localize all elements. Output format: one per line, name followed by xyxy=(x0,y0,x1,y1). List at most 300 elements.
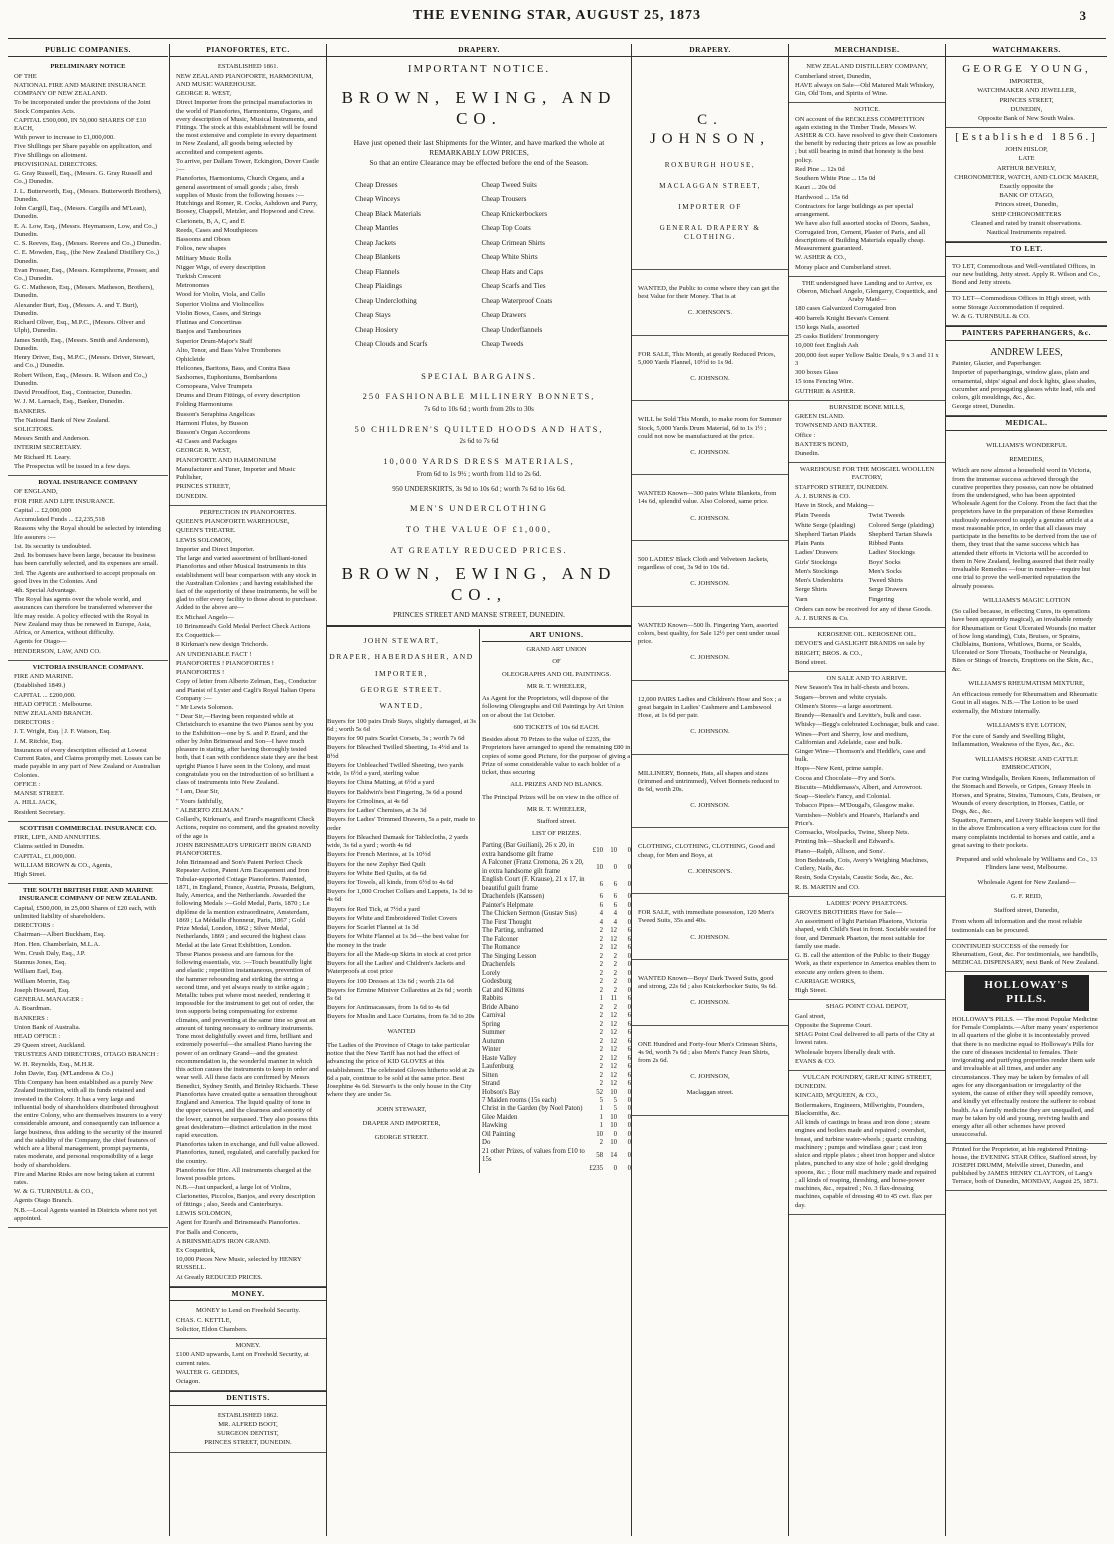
text-line: Besides about 70 Prizes to the value of £235, the Proprietors have arranged to spend the remaining £80 in copies of some good Picture, for the purpose of giving a Prize of some considerable value to each holder of a ticket, thus securing xyxy=(482,736,631,777)
bargain-line: 7s 6d to 10s 6d ; worth from 20s to 30s xyxy=(424,405,534,413)
ad-line: With power to increase to £1,000,000. xyxy=(14,134,115,142)
lower-drapery xyxy=(327,629,631,1173)
masthead xyxy=(0,0,1114,40)
ad-line: Wm. Crush Daly, Esq., J.P. xyxy=(14,949,86,957)
text-line: A. J. BURNS & Co. xyxy=(795,614,849,622)
ad-line: Alexander Burt, Esq., (Messrs. A. and T. Burt), Dunedin. xyxy=(14,301,139,317)
page-number: 3 xyxy=(1079,8,1086,23)
prize-cell: 0 xyxy=(627,910,631,918)
advertisement xyxy=(789,60,945,103)
ad-line: C. JOHNSON. xyxy=(690,728,730,736)
text-line: WANTED xyxy=(387,1027,416,1035)
text-line: Buyers for Ermine Miniver Collarettes at 2s 6d ; worth 5s 6d xyxy=(327,986,472,1003)
text-line: Men's Undershirts xyxy=(795,577,844,585)
ad-line: BANKERS. xyxy=(14,407,47,415)
ad-line: CAPITAL £500,000, IN 50,000 SHARES OF £10 EACH, xyxy=(14,116,147,133)
ad-line: MANSE STREET. xyxy=(14,790,65,798)
prize-cell: Christ in the Garden (by Noel Paton) xyxy=(482,1105,583,1113)
text-line: Harmoni Flutes, by Busson xyxy=(176,419,249,427)
text-line: C. JOHNSON, xyxy=(649,112,771,148)
ad-line: All kinds of castings in brass and iron done ; steam engines and boilers made and repaired ; overshot, breast, and turbine water-wheels ; quartz crushing machinery ; pumps and windlass gear ; cast iron sluice and ripple plates ; sheet iron hopper and sluice plates, punched to any size of hole ; gold dredging spoons, &c. ; flour mill machinery made and repaired ; all kinds of reaping, threshing, and horse-power machines, &c., repaired ; No. 3 flax-dressing machines, capable of dressing 40 to 45 cwt. flax per day. xyxy=(795,1119,937,1209)
ad-line: Opposite Bank of New South Wales. xyxy=(978,115,1075,123)
prize-cell: 2 xyxy=(599,927,603,935)
george-west-ad xyxy=(170,60,326,505)
text-line: WALTER G. GEDDES, xyxy=(176,1368,240,1376)
ad-line: DEVOE'S and GASLIGHT BRANDS on sale by xyxy=(795,640,925,648)
ad-line: Maclaggan street. xyxy=(686,1089,734,1097)
prize-cell: 2 xyxy=(613,978,617,986)
advertisement xyxy=(632,336,788,402)
ad-line: THE SOUTH BRITISH FIRE AND MARINE INSURANCE COMPANY OF NEW ZEALAND. xyxy=(19,887,157,903)
prize-cell: 2 xyxy=(599,1139,603,1147)
prize-cell: 10 xyxy=(610,1122,617,1130)
merchandise-ads xyxy=(789,60,945,1214)
text-line: " I am, Dear Sir, xyxy=(176,788,220,796)
ad-line: N.B.—Local Agents wanted in Districts where not yet appointed. xyxy=(14,1206,158,1222)
text-line: WILLIAMS'S MAGIC LOTION xyxy=(982,596,1071,604)
text-line: Buyers for all the Ladies' and Children's Jackets and Waterproofs at cost price xyxy=(327,960,465,976)
bargain-line: 10,000 YARDS DRESS MATERIALS, xyxy=(383,456,575,467)
ad-line: NEW ZEALAND BRANCH. xyxy=(14,710,93,718)
goods-item: Cheap Mantles xyxy=(355,224,399,233)
ad-line: Dunedin. xyxy=(795,449,820,457)
prize-row xyxy=(482,1105,631,1113)
ad-line: TO LET, Commodious and Well-ventilated Offices, in our new building, Jetty street. Apply R. Wilson and Co., Bond and Jetty streets. xyxy=(952,262,1100,287)
ad-line: ON account of the RECKLESS COMPETITION again existing in the Timber Trade, Messrs W. ASHER & CO. have resolved to give their Customers the benefit by reducing their prices as low as possible ; but still bearing in mind that honesty is the best policy. xyxy=(795,115,938,164)
ad-line: Resin, Soda Crystals, Caustic Soda, &c., &c. xyxy=(795,874,914,882)
text-line: N.B.—Just unpacked, a large lot of Violins, Clarionettes, Piccolos, Banjos, and every description of fittings ; also, Seeds and Canterburys. xyxy=(176,1184,316,1208)
bargain-line: 2s 6d to 7s 6d xyxy=(459,437,499,446)
ad-line: ONE Hundred and Forty-four Men's Crimean Shirts, 4s 9d, worth 7s 6d ; also Men's Fancy Jean Shirts, from 2s 6d. xyxy=(638,1040,778,1065)
watchmaker-ads xyxy=(946,60,1107,242)
ad-line: FOR SALE, This Month, at greatly Reduced Prices, 5,000 Yards Flannel, 10½d to 1s 9d. xyxy=(638,350,776,366)
bargain-line: 50 CHILDREN'S QUILTED HOODS AND HATS, xyxy=(354,423,604,434)
ad-line: CHRONOMETER, WATCH, AND CLOCK MAKER, xyxy=(954,173,1099,181)
prize-cell: 6 xyxy=(613,901,617,909)
text-line: WILLIAMS'S EYE LOTION, xyxy=(986,721,1067,729)
text-line: Drums and Drum Fittings, of every description xyxy=(176,392,300,400)
goods-item: Cheap Black Materials xyxy=(355,209,421,218)
advertisement xyxy=(946,128,1107,242)
text-line: MR R. T. WHEELER, xyxy=(526,682,587,690)
text-line: Ladies' Stockings xyxy=(868,549,915,557)
ad-line: TRUSTEES AND DIRECTORS, OTAGO BRANCH : xyxy=(14,1051,159,1059)
ad-line: Reasons why the Royal should be selected by intending life assurers :— xyxy=(14,525,161,541)
ad-line: Agents Otago Branch. xyxy=(14,1197,73,1205)
ad-line: [Established 1856.] xyxy=(955,131,1098,144)
prize-cell: 58 xyxy=(596,1152,603,1160)
column-heading: PUBLIC COMPANIES. xyxy=(8,44,168,57)
ad-line: Accumulated Funds ... £2,235,518 xyxy=(14,516,105,524)
ad-line: G. B. call the attention of the Public to their Buggy Work, as their experience in America enables them to execute any orders given to them. xyxy=(795,952,936,976)
text-line: CONTINUED SUCCESS of the remedy for Rheumatism, Gout, &c. For testimonials, see handbills, MEDICAL DISPENSARY, next Bank of New Zealand. xyxy=(952,942,1099,967)
ad-line: PROVISIONAL DIRECTORS. xyxy=(14,160,98,168)
text-line: White Serge (plaiding) xyxy=(795,521,856,529)
column-heading: DRAPERY. xyxy=(327,44,631,57)
ad-line: Evan Prosser, Esq., (Messrs. Kempthorne, Prosser, and Co.,) Dunedin. xyxy=(14,266,159,282)
text-line: JOHN STEWART, xyxy=(376,1105,427,1113)
text-line: Ex Coquettick, xyxy=(176,1247,216,1255)
ad-line: GENERAL MANAGER : xyxy=(14,996,83,1004)
ad-line: The National Bank of New Zealand. xyxy=(14,416,110,424)
prize-cell: 2 xyxy=(599,1003,603,1011)
ad-line: Printing Ink—Shackell and Edward's. xyxy=(795,838,895,846)
ad-line: Brandy—Renault's and Levitte's, bulk and case. xyxy=(795,712,922,720)
prize-cell: 12 xyxy=(610,1020,617,1028)
prize-cell: 5 xyxy=(599,1097,603,1104)
ad-line: A. HILL JACK, xyxy=(14,799,57,807)
prize-cell: 12 xyxy=(610,927,617,935)
text-line: Plain Tweeds xyxy=(795,512,831,520)
ad-line: DIRECTORS : xyxy=(14,922,54,930)
text-line: Colored Serge (plaiding) xyxy=(868,521,934,529)
lewis-solomon-ad xyxy=(170,506,326,1287)
ad-line: CAPITAL, £1,000,000. xyxy=(14,852,76,860)
continued-success-ad xyxy=(946,940,1107,973)
prize-cell: 6 xyxy=(613,893,617,901)
text-line: An efficacious remedy for Rheumatism and Rheumatic Gout in all stages. N.B.—The Lotion to be used externally, the Mixture internally. xyxy=(952,691,1098,715)
text-line: MONEY to Lend on Freehold Security. xyxy=(195,1307,301,1315)
prize-cell: The Singing Lesson xyxy=(482,952,537,960)
goods-item: Cheap Scarfs and Ties xyxy=(481,282,546,291)
ad-line: C. JOHNSON. xyxy=(690,514,730,522)
text-line: Stafford street, Dunedin, xyxy=(993,907,1060,915)
ad-line: WAREHOUSE FOR THE MOSGIEL WOOLLEN FACTORY, xyxy=(799,466,935,482)
advertisement xyxy=(789,277,945,401)
public-companies-ads xyxy=(8,60,168,1228)
text-line: Cornopeans, Valve Trumpets xyxy=(176,382,253,390)
prize-cell: Cat and Kittens xyxy=(482,986,525,994)
text-line: Buyers for China Matting, at 6½d a yard xyxy=(327,779,435,787)
prize-row xyxy=(482,970,631,978)
ad-line: DUNEDIN, xyxy=(1010,105,1043,113)
holloway-text: HOLLOWAY'S PILLS. — The most Popular Medicine for Female Complaints.—After many years' experience in all quarters of the globe it is incontestably proved that there is no medicine equal to Holloway's Pills for the cure of diseases incidental to females. Their invigorating and purifying properties render them safe and invaluable at all times, and under any circumstances. They may be taken by females of all ages for any disorganisation or irregularity of the system, the cause of either they will speedily remove, and kindly yet effectually restore the sufferer to robust health. As a family medicine they are unequalled, and may be taken by old and young, reviving health and energy after all other schemes have proved unsuccessful. xyxy=(946,1014,1107,1144)
ad-line: G. Gray Russell, Esq., (Messrs. G. Gray Russell and Co.,) Dunedin. xyxy=(14,170,153,186)
prize-row xyxy=(482,902,631,910)
ad-line: High Street. xyxy=(795,987,827,995)
prize-row xyxy=(482,876,631,893)
ad-line: Office : xyxy=(795,431,816,439)
text-line: Flutinas and Concertinas xyxy=(176,319,242,327)
prize-row xyxy=(482,1072,631,1080)
prize-cell: 2 xyxy=(599,978,603,986)
bargain-line: AT GREATLY REDUCED PRICES. xyxy=(390,544,568,555)
ad-line: BANK OF OTAGO, xyxy=(999,192,1054,200)
notice-heading: IMPORTANT NOTICE. xyxy=(407,63,551,76)
ad-line: STAFFORD STREET, DUNEDIN. xyxy=(795,483,889,491)
ad-line: The Royal has agents over the whole world, and assurances can therefore be transferred wherever the life may reside. A policy effected with the Royal in New Zealand may thus be renewed in Europe, Asia, Africa, or America, without difficulty. xyxy=(14,596,153,637)
prize-cell: 7 Maiden rooms (15s each) xyxy=(482,1097,557,1104)
prize-cell: 6 xyxy=(599,880,603,888)
advertisement xyxy=(8,822,168,884)
prize-cell: The Romance xyxy=(482,944,520,952)
text-line: Violin Bows, Cases, and Strings xyxy=(176,309,261,317)
prize-row xyxy=(482,1038,631,1046)
ad-line: A. J. BURNS & CO. xyxy=(795,492,851,500)
column-heading: PIANOFORTES, ETC. xyxy=(170,44,326,57)
prize-cell: 2 xyxy=(599,944,603,952)
prize-row xyxy=(482,1055,631,1063)
prize-cell: 2 xyxy=(599,1020,603,1028)
bargain-line: SPECIAL BARGAINS. xyxy=(421,370,537,381)
ad-line: 29 Queen street, Auckland. xyxy=(14,1042,86,1050)
text-line: Pianofortes taken in exchange, and full value allowed. Pianofortes, tuned, regulated, and carefully packed for the country. xyxy=(176,1141,320,1165)
ad-line: 12,000 PAIRS Ladies and Children's Hose and Sox ; a great bargain in Ladies' Cashmere and Lambswool Hose, at 1s 6d per pair. xyxy=(638,695,782,720)
prize-cell: Lorely xyxy=(482,969,501,977)
prize-cell: Haste Valley xyxy=(482,1054,517,1062)
prize-cell: 6 xyxy=(627,1071,631,1079)
text-line: Buyers for Bleached Twilled Sheeting, 1s 4½d and 1s 8½d xyxy=(327,744,469,760)
ad-line: Insurances of every description effected at Lowest Current Rates, and Claims promptly met. Losses can be made payable in any part of New Zealand or Australian Colonies. xyxy=(14,746,161,779)
prize-cell: 0 xyxy=(627,918,631,926)
advertisement xyxy=(632,1026,788,1116)
prize-cell: 2 xyxy=(613,969,617,977)
advertisement xyxy=(789,672,945,897)
text-line: OLEOGRAPHS AND OIL PAINTINGS. xyxy=(502,670,612,678)
text-line: GEORGE STREET. xyxy=(360,685,443,694)
text-line: Plain Pants xyxy=(795,540,825,548)
ad-line: JOHN HISLOP, xyxy=(1005,146,1048,154)
ad-line: SHIP CHRONOMETERS xyxy=(991,210,1062,218)
ad-line: C. JOHNSON, xyxy=(690,1073,730,1081)
prize-cell: 4 xyxy=(613,918,617,926)
prize-cell: 12 xyxy=(610,1012,617,1020)
text-line: DRAPER AND IMPORTER, xyxy=(362,1119,441,1127)
prize-cell: 2 xyxy=(599,952,603,960)
ad-line: WATCHMAKER AND JEWELLER, xyxy=(977,87,1076,95)
ad-line: CLOTHING, CLOTHING, CLOTHING, Good and cheap, for Men and Boys, at xyxy=(638,843,775,859)
dentists-heading: DENTISTS. xyxy=(170,1391,326,1405)
ad-line: This Company has been established as a purely New Zealand institution, with all its funds retained and invested in the Colony. It has a very large and influential body of shareholders distributed throughout the entire Colony, who are themselves insurers to a very considerable amount, and consequently can influence a large business, thus adding to the security of the insured and the stability of the Company, the chief features of which are a liberal management, prompt payments, rates moderate, and personal responsibility of a large body of shareholders. xyxy=(14,1079,162,1169)
ad-line: WANTED Known—300 pairs White Blankets, from 14s 6d, splendid value. Also Colored, same price. xyxy=(638,490,777,506)
to-let-heading: TO LET. xyxy=(946,242,1107,256)
goods-item: Cheap Underflannels xyxy=(481,325,543,334)
text-line: Buyers for Baldwin's best Fingering, 3s 6d a pound xyxy=(327,788,463,796)
prize-cell: 0 xyxy=(627,1152,631,1160)
text-line: Ex Coquettick— xyxy=(176,632,221,640)
ad-line: FIRE AND MARINE. xyxy=(14,673,74,681)
text-line: At Greatly REDUCED PRICES. xyxy=(176,1273,263,1281)
text-line: WILLIAMS'S WONDERFUL xyxy=(986,441,1067,449)
prize-cell: 6 xyxy=(599,901,603,909)
prize-cell: 2 xyxy=(599,986,603,994)
text-line: From whom all information and the most reliable testimonials can be procured. xyxy=(952,918,1083,934)
ad-line: Mr Richard H. Leary. xyxy=(14,453,71,461)
prize-cell: Bride Albano xyxy=(482,1003,519,1011)
prize-cell: 0 xyxy=(627,893,631,901)
burns-goods xyxy=(795,511,939,604)
ad-line: Joseph Howard, Esq. xyxy=(14,986,70,994)
prize-cell: 2 xyxy=(599,1012,603,1020)
prize-row xyxy=(482,842,631,859)
text-line: Ladies' Drawers xyxy=(795,549,838,557)
text-line: Ex Michael Angelo— xyxy=(176,613,234,621)
ad-line: Moray place and Cumberland street. xyxy=(795,263,892,271)
text-line: " Yours faithfully, xyxy=(176,797,223,805)
text-line: Alto, Tenor, and Bass Valve Trombones xyxy=(176,346,281,354)
ad-line: 500 LADIES' Black Cloth and Velveteen Jackets, regardless of cost, 3s 9d to 10s 6d. xyxy=(638,555,769,572)
ad-line: (Established 1849.) xyxy=(14,682,66,690)
text-line: 10 Brinsmead's Gold Medal Perfect Check Actions xyxy=(176,622,311,630)
ad-line: ARTHUR BEVERLY, xyxy=(997,164,1056,172)
dentist-ad xyxy=(170,1409,326,1453)
firm-address: PRINCES STREET AND MANSE STREET, DUNEDIN. xyxy=(327,610,631,627)
advertisement xyxy=(789,897,945,1001)
text-line: Have just opened their last Shipments for the Winter, and have marked the whole at xyxy=(353,137,605,147)
ad-line: Capital, £500,000, in 25,000 Shares of £20 each, with unlimited liability of shareholders. xyxy=(14,904,156,920)
text-line: Pianofortes, Harmoniums, Church Organs, and a general assortment of small goods ; also, fresh supplies of Music from the following houses :—Hutchings and Romer, R. Cocks, Ashdown and Parry, Boosey, Chappell, Metzler, and Hopwood and Crew. xyxy=(176,175,318,216)
ad-line: Princes street, Dunedin, xyxy=(995,201,1058,209)
ad-line: VICTORIA INSURANCE COMPANY. xyxy=(32,663,144,671)
to-let-ads xyxy=(946,260,1107,326)
advertisement xyxy=(789,463,945,628)
text-line: 8 Kirkman's new design Trichords. xyxy=(176,641,269,649)
ad-line: OF ENGLAND, xyxy=(14,488,58,496)
prize-cell: 0 xyxy=(627,961,631,969)
ad-line: 1st. Its security is undoubted. xyxy=(14,542,92,550)
text-line: Folios, new shapes xyxy=(176,245,227,253)
advertisement xyxy=(789,103,945,276)
ad-line: IMPORTER, xyxy=(1009,78,1044,86)
ad-line: 300 boxes Glass xyxy=(795,369,839,377)
ad-line: FIRE, LIFE, AND ANNUITIES. xyxy=(14,834,101,842)
ad-line: A. Boardman. xyxy=(14,1005,52,1013)
advertisement xyxy=(632,541,788,607)
prize-cell: 6 xyxy=(627,1020,631,1028)
prize-cell: Autumn xyxy=(482,1037,505,1045)
text-line: IMPORTER, xyxy=(375,668,428,678)
ad-line: Chairman—Albert Buckham, Esq. xyxy=(14,931,106,939)
goods-item: Cheap Hats and Caps xyxy=(481,267,544,276)
prize-cell: 5 xyxy=(613,1097,617,1104)
text-line: JOHN STEWART, xyxy=(363,635,440,645)
text-line: Buyers for Ladies' Chemises, at 3s 3d xyxy=(327,807,427,815)
ad-line: Contractors for large buildings as per special arrangement. xyxy=(795,202,914,219)
prize-row xyxy=(482,893,631,901)
bargain-line: From 6d to 1s 9½ ; worth from 11d to 2s 6d. xyxy=(416,469,542,478)
stewart-header xyxy=(327,636,476,711)
firm-name-2: BROWN, EWING, AND CO., xyxy=(341,564,617,605)
ad-line: TO LET—Commodious Offices in High street, with some Storage Accommodation if required. xyxy=(952,295,1091,311)
goods-item: Cheap Trousers xyxy=(481,195,527,204)
ad-line: DIRECTORS : xyxy=(14,719,54,727)
ad-line: MILLINERY, Bonnets, Hats, all shapes and sizes (trimmed and untrimmed), Velvet Bonnets reduced to 8s 6d, worth 20s. xyxy=(638,769,780,793)
text-line: Buyers for all the Made-up Skirts in stock at cost price xyxy=(327,950,472,958)
goods-item: Cheap Drawers xyxy=(481,311,526,320)
ad-line: FOR SALE, with immediate possession, 120 Men's Tweed Suits, 35s and 40s. xyxy=(638,909,774,925)
text-line: GEORGE R. WEST, xyxy=(176,90,232,98)
ad-line: WANTED Known—Boys' Dark Tweed Suits, good and strong, 22s 6d ; also Knickerbocker Suits, 9s 6d. xyxy=(638,974,777,991)
prize-row xyxy=(482,927,631,935)
goods-item: Cheap Plaidings xyxy=(355,282,402,291)
bargain-line: 950 UNDERSKIRTS, 3s 9d to 10s 6d ; worth 7s 6d to 16s 6d. xyxy=(392,484,566,493)
advertisement xyxy=(8,884,168,1228)
ad-line: Cocoa and Chocolate—Fry and Son's. xyxy=(795,774,896,782)
prize-cell: 2 xyxy=(599,1080,603,1088)
printer-imprint: Printed for the Proprietor, at his registered Printing-house, the EVENING STAR Office, Stafford street, by JOSEPH DRUMM, Melville street, Dunedin, and published by JAMES HENRY CLAYTON, of Lang's Terrace, both of Dunedin, MONDAY, August 25, 1873. xyxy=(946,1144,1107,1191)
prize-cell: 10 xyxy=(610,846,617,854)
advertisement xyxy=(946,60,1107,128)
text-line: MONEY. xyxy=(235,1342,261,1350)
text-line: Helicones, Baritons, Bass, and Contra Bass Saxhornes, Euphoniums, Bombardons xyxy=(176,365,291,381)
text-line: PERFECTION IN PIANOFORTES. xyxy=(199,508,297,516)
text-line: Buyers for White Bed Quilts, at 6s 6d xyxy=(327,869,427,877)
ad-line: Piano—Ralph, Allison, and Sons'. xyxy=(795,847,885,855)
text-line: QUEEN'S PIANOFORTE WAREHOUSE, xyxy=(176,518,290,526)
text-line: Twist Tweeds xyxy=(868,512,905,520)
ad-line: W. H. Reynolds, Esq., M.H.R. xyxy=(14,1060,94,1068)
money-heading: MONEY. xyxy=(170,1287,326,1301)
text-line: Importer of paperhangings, window glass, plain and ornamental, ships' signal and dock lights, glass shades, cucumber and propagating glasses white lead, oils and colors, gilt mouldings, &c., &c. xyxy=(952,369,1097,401)
text-line: PIANOFORTES ! xyxy=(176,669,225,677)
ad-line: Iron Bedsteads, Cots, Avery's Weighing Machines, Cutlery, Nails, &c. xyxy=(795,856,929,873)
ad-line: Cumberland street, Dunedin, xyxy=(795,72,872,80)
column-drapery-brown-ewing xyxy=(326,44,631,1536)
text-line: ANDREW LEES, xyxy=(990,346,1063,358)
goods-item: Cheap Clouds and Scarfs xyxy=(355,340,428,349)
prize-cell: 6 xyxy=(627,995,631,1003)
text-line: Buyers for Red Tick, at 7½d a yard xyxy=(327,905,420,913)
prize-cell: The First Thought xyxy=(482,918,532,926)
advertisement xyxy=(632,828,788,894)
text-line: (So called because, in effecting Cures, its operations have been apparently magical), an invaluable remedy for Rheumatism or Gout Ulcerated Wounds (no matter of how long standing), Cuts, Bruises, or Sprains, Chilblains, Bunions, Whitlows, Burns, or Scalds, Ulcerated or Sore Throats, Toothache or Neuralgia, Bites or Stings of Insects, Eruptions on the Skin, &c., &c. xyxy=(952,608,1096,673)
text-line: Stafford street. xyxy=(536,818,577,825)
prizes-table xyxy=(482,842,631,1173)
text-line: Copy of letter from Alberto Zelman, Esq., Conductor and Pianist of Lyster and Cagli's Royal Italian Opera Company :— xyxy=(176,678,317,702)
prize-row xyxy=(482,859,631,876)
prize-cell: 21 other Prizes, of values from £10 to 15s xyxy=(482,1147,585,1164)
prize-row xyxy=(482,1165,631,1173)
advertisement xyxy=(8,661,168,822)
prize-cell: 0 xyxy=(627,863,631,871)
text-line: Ophicleide xyxy=(176,356,205,364)
prize-cell: 52 xyxy=(596,1088,603,1096)
painters-heading: PAINTERS PAPERHANGERS, &c. xyxy=(946,326,1107,340)
prize-cell: 0 xyxy=(627,1130,631,1138)
prize-cell: 12 xyxy=(610,1037,617,1045)
prize-cell: 2 xyxy=(599,1029,603,1037)
ad-line: Wholesale buyers liberally dealt with. xyxy=(795,1048,896,1056)
ad-line: C. JOHNSON. xyxy=(690,448,730,456)
ad-line: W. & G. TURNBULL & CO. xyxy=(952,312,1030,320)
prize-row xyxy=(482,1089,631,1097)
text-line: NEW ZEALAND PIANOFORTE, HARMONIUM, AND MUSIC WAREHOUSE. xyxy=(176,72,314,88)
prize-cell: Parting (Bar Guiliani), 26 x 20, in extra handsome gilt frame xyxy=(482,842,575,858)
text-line: Serge Drawers xyxy=(868,586,908,594)
ad-line: C. JOHNSON. xyxy=(690,654,730,662)
prize-cell xyxy=(482,1165,589,1173)
text-line: Collard's, Kirkman's, and Erard's magnificent Check Actions, require no comment, and the greatest novelty of the age is xyxy=(176,816,320,840)
ad-line: John Cargill, Esq., (Messrs. Cargills and M'Lean), Dunedin. xyxy=(14,205,147,221)
text-line: Folding Harmoniums xyxy=(176,401,233,409)
ad-line: Nautical Instruments repaired. xyxy=(986,229,1067,237)
text-line: Wood for Violin, Viola, and Cello xyxy=(176,291,266,299)
ad-line: Oilmen's Stores—a large assortment. xyxy=(795,702,893,710)
text-line: Serge Shirts xyxy=(795,586,827,594)
ad-line: Stannus Jones, Esq. xyxy=(14,959,67,967)
ad-line: R. B. MARTIN and CO. xyxy=(795,883,860,891)
prize-row xyxy=(482,987,631,995)
text-line: To arrive, per Dallam Tower, Eckington, Dover Castle :— xyxy=(176,157,319,174)
advertisement xyxy=(632,894,788,960)
text-line: Fingering xyxy=(868,595,895,603)
ad-line: 10,000 feet English Ash xyxy=(795,342,859,350)
prize-row xyxy=(482,961,631,969)
text-line: 10,000 Pieces New Music, selected by HENRY RUSSELL. xyxy=(176,1256,302,1272)
ad-line: Wines—Port and Sherry, low and medium, Californian and Adelaide, case and bulk. xyxy=(795,730,909,746)
prize-cell: 6 xyxy=(627,1063,631,1071)
text-line: ESTABLISHED 1861. xyxy=(217,63,279,71)
